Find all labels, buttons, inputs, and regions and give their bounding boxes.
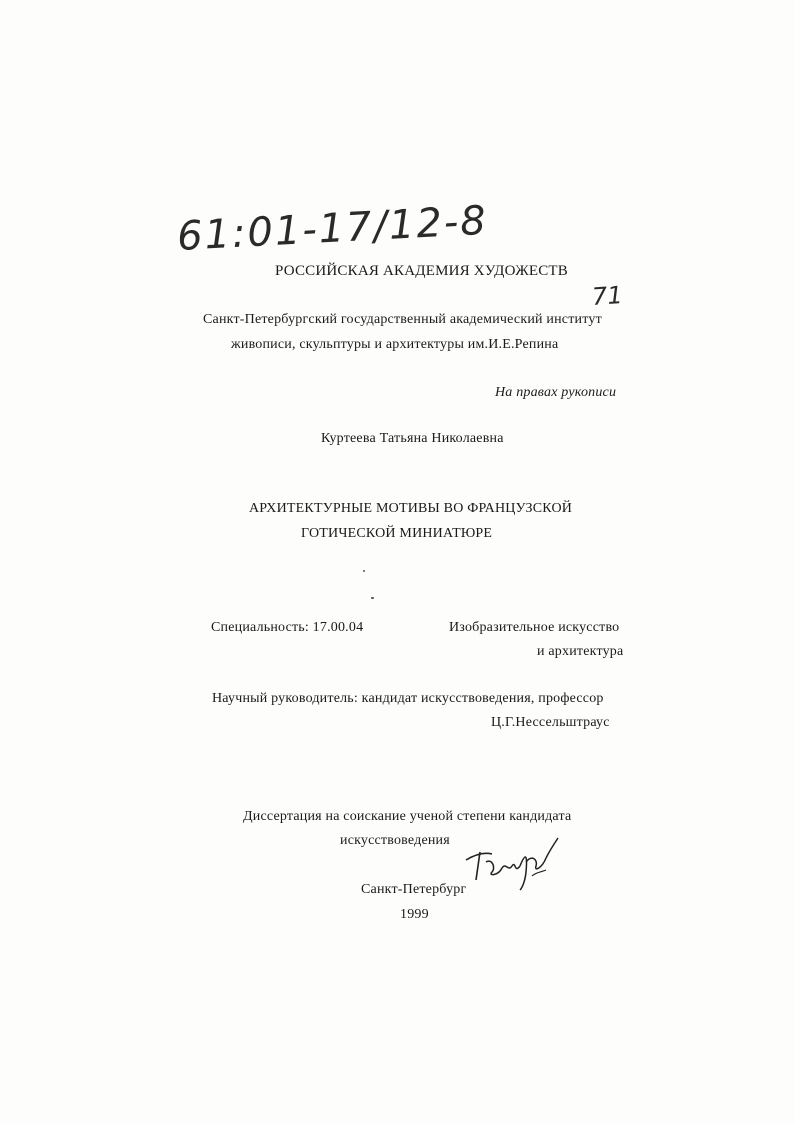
institute-line-2: живописи, скульптуры и архитектуры им.И.Е.Репина [231,337,559,352]
dissertation-line-2: искусствоведения [340,833,450,848]
supervisor-line: Научный руководитель: кандидат искусствоведения, профессор [212,691,604,706]
speck [371,597,374,599]
city: Санкт-Петербург [361,882,467,897]
title-line-2: ГОТИЧЕСКОЙ МИНИАТЮРЕ [301,526,493,541]
author-name: Куртеева Татьяна Николаевна [321,431,504,446]
archive-code-handwritten: 61:01-17/12-8 [176,197,489,260]
supervisor-name: Ц.Г.Нессельштраус [491,715,610,730]
author-signature [462,832,572,892]
institute-line-1: Санкт-Петербургский государственный академический институт [203,312,602,327]
specialty-label: Специальность: 17.00.04 [211,620,364,635]
dissertation-line-1: Диссертация на соискание ученой степени кандидата [243,809,572,824]
manuscript-note: На правах рукописи [495,385,617,400]
academy-heading: РОССИЙСКАЯ АКАДЕМИЯ ХУДОЖЕСТВ [275,263,569,279]
speck [363,570,365,572]
archive-mark-handwritten: 71 [591,280,624,312]
specialty-name-line-1: Изобразительное искусство [449,620,620,635]
title-line-1: АРХИТЕКТУРНЫЕ МОТИВЫ ВО ФРАНЦУЗСКОЙ [249,501,573,516]
year: 1999 [400,907,429,922]
specialty-name-line-2: и архитектура [537,644,624,659]
